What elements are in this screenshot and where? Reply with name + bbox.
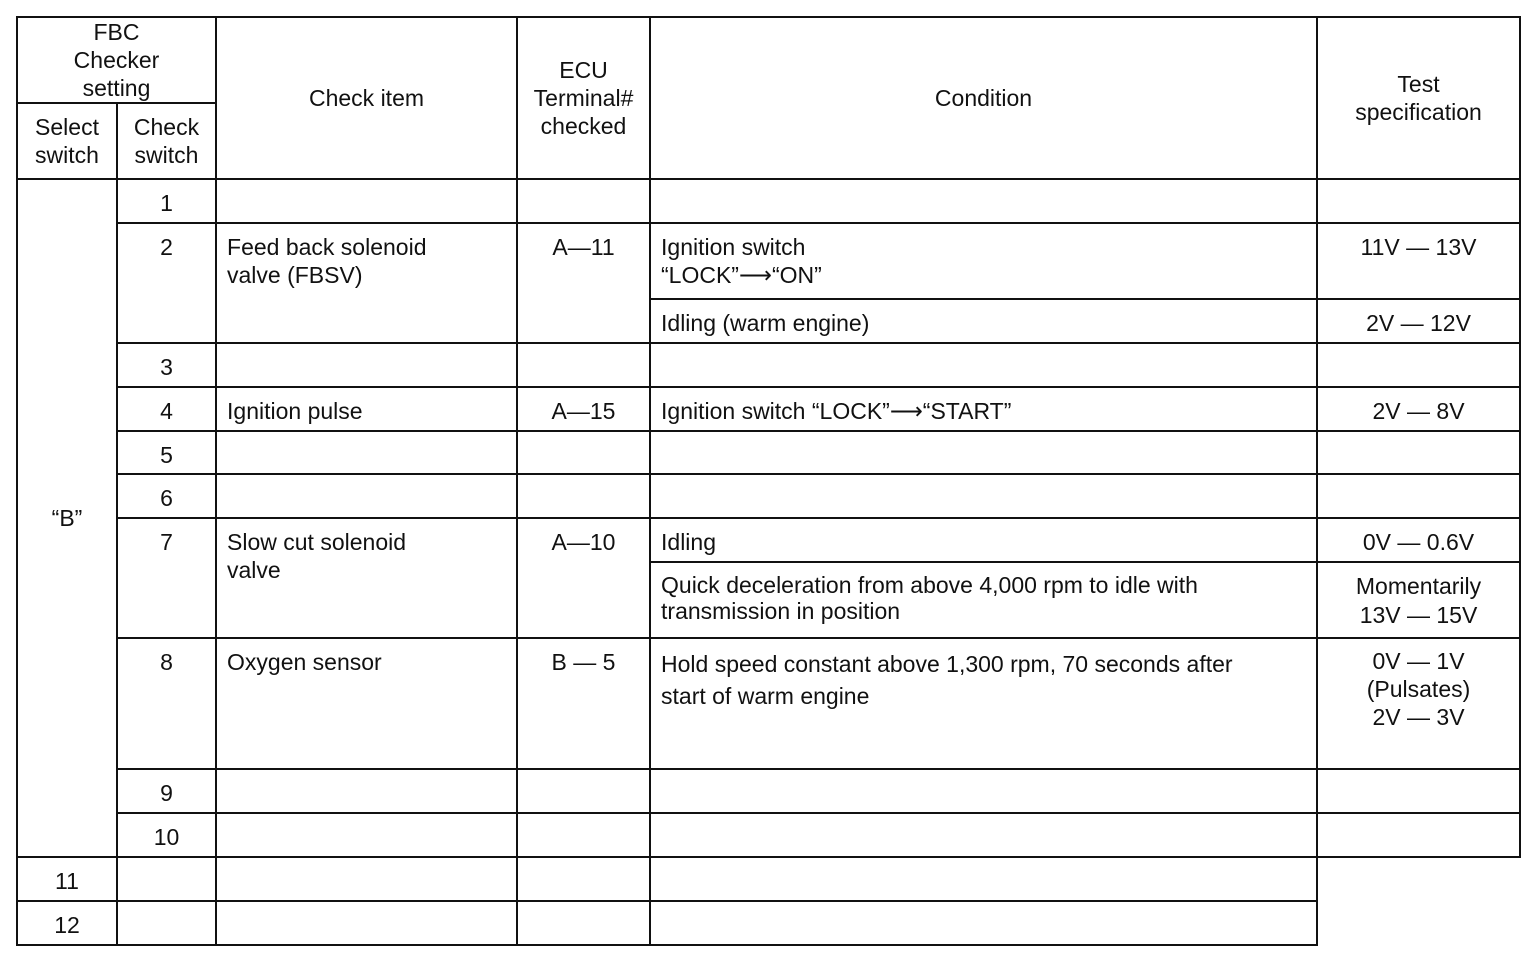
table-row — [17, 474, 1520, 518]
test-specification: Momentarily — [1355, 573, 1482, 599]
table-row — [17, 769, 1520, 813]
condition: Hold speed constant above 1,300 rpm, 70 seconds after start of warm engine — [650, 638, 1317, 769]
test-specification: (Pulsates) — [1366, 676, 1471, 702]
check-switch-number: 12 — [17, 901, 117, 945]
check-switch-number: 11 — [17, 857, 117, 901]
header-ecu-terminal: ECU Terminal# checked — [517, 17, 650, 179]
header-condition: Condition — [650, 17, 1317, 179]
table-row — [17, 518, 1520, 562]
header-test-specification: Test specification — [1317, 17, 1520, 179]
check-switch-number: 9 — [117, 769, 216, 813]
table-row — [17, 857, 1520, 901]
check-item: Ignition pulse — [216, 387, 517, 431]
table-row — [17, 638, 1520, 769]
table-row — [17, 179, 1520, 223]
test-specification-stack — [1317, 562, 1520, 638]
table-row — [17, 901, 1520, 945]
select-switch-value: “B” — [17, 179, 117, 857]
check-switch-number: 4 — [117, 387, 216, 431]
check-switch-number: 6 — [117, 474, 216, 518]
check-switch-number: 10 — [117, 813, 216, 857]
condition: Ignition switch “LOCK”⟶“ON” — [650, 223, 1317, 299]
header-fbc-checker-setting: FBC Checker setting — [17, 17, 216, 103]
test-specification: 11V — 13V — [1317, 223, 1520, 299]
check-item: Feed back solenoid valve (FBSV) — [216, 223, 517, 343]
ecu-terminal: A—10 — [517, 518, 650, 638]
check-switch-number: 7 — [117, 518, 216, 638]
test-specification: 2V — 3V — [1372, 704, 1465, 730]
check-item: Oxygen sensor — [216, 638, 517, 769]
check-switch-number: 8 — [117, 638, 216, 769]
test-specification: 0V — 0.6V — [1317, 518, 1520, 562]
check-switch-number: 1 — [117, 179, 216, 223]
test-specification: 2V — 8V — [1317, 387, 1520, 431]
test-specification: 13V — 15V — [1359, 602, 1478, 628]
condition: Idling (warm engine) — [650, 299, 1317, 343]
test-specification-stack — [1317, 638, 1520, 769]
header-check-item: Check item — [216, 17, 517, 179]
table-row — [17, 387, 1520, 431]
table-row — [17, 813, 1520, 857]
test-specification: 2V — 12V — [1317, 299, 1520, 343]
test-specification: 0V — 1V — [1372, 648, 1465, 674]
table-row — [17, 223, 1520, 299]
condition: Quick deceleration from above 4,000 rpm to idle with transmission in position — [650, 562, 1317, 638]
ecu-terminal: B — 5 — [517, 638, 650, 769]
check-switch-number: 5 — [117, 431, 216, 474]
check-switch-number: 3 — [117, 343, 216, 387]
table-row — [17, 343, 1520, 387]
ecu-terminal: A—11 — [517, 223, 650, 343]
condition: Idling — [650, 518, 1317, 562]
header-select-switch: Select switch — [17, 103, 117, 179]
ecu-terminal: A—15 — [517, 387, 650, 431]
fbc-checker-table — [16, 16, 1521, 946]
check-item: Slow cut solenoid valve — [216, 518, 517, 638]
header-check-switch: Check switch — [117, 103, 216, 179]
condition: Ignition switch “LOCK”⟶“START” — [650, 387, 1317, 431]
table-row — [17, 431, 1520, 474]
check-switch-number: 2 — [117, 223, 216, 343]
